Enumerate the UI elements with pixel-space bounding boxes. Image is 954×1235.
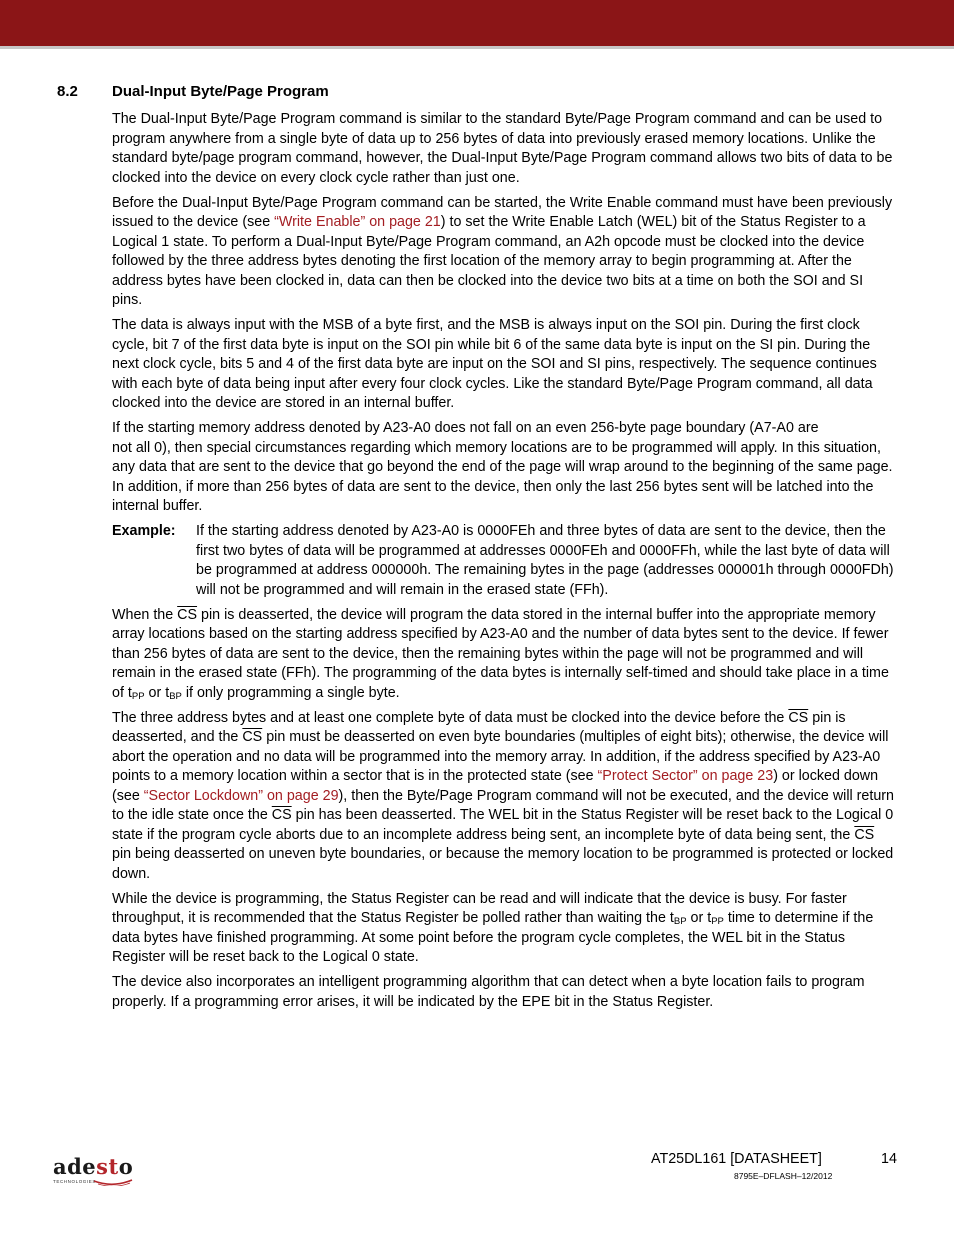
cs-signal: $\overline{CS}$ <box>242 729 263 745</box>
text-run: time to determine if the data bytes have finished programming. At some point before the program cycle completes, the WEL bit in the Status Register will be reset back to the Logical 0 state. <box>112 910 874 965</box>
cs-signal: $\overline{CS}$ <box>271 807 292 823</box>
text-run: pin must be deasserted on even byte boundaries (multiples of eight bits); otherwise, the device will abort the operation and no data will be programmed into the memory array. In addition, if the address specified by A23-A0 points to a memory location within a sector that is in the protected state (see <box>112 729 889 784</box>
text-run: The three address bytes and at least one complete byte of data must be clocked into the device before the <box>112 709 789 726</box>
footer-doc-code: 8795E–DFLASH–12/2012 <box>734 1171 833 1181</box>
paragraph-8: The device also incorporates an intelligent programming algorithm that can detect when a byte location fails to program properly. If a programming error arises, it will be indicated by the EPE bit in the Status Register. <box>112 974 865 1010</box>
cs-signal: $\overline{CS}$ <box>788 709 809 726</box>
text-run: or t <box>144 684 170 701</box>
paragraph-7 <box>112 890 896 968</box>
paragraph-1: The Dual-Input Byte/Page Program command is similar to the standard Byte/Page Program command and can be used to program anywhere from a single byte of data up to 256 bytes of data into previously erased memory locations. Unlike the standard byte/page program command, however, the Dual-Input Byte/Page Program command allows two bits of data to be clocked into the device on every clock cycle rather than just one. <box>112 111 893 186</box>
paragraph-2 <box>112 194 896 311</box>
header-bar <box>0 0 954 46</box>
link-protect-sector[interactable]: “Protect Sector” on page 23 <box>597 768 774 784</box>
logo-text: ade <box>53 1154 97 1179</box>
text-run: Before the Dual-Input Byte/Page Program command can be started, the Write Enable command must have been previously issued to the device (see <box>112 194 893 230</box>
text-run: or t <box>686 910 712 926</box>
logo-text: o <box>118 1154 134 1179</box>
paragraph-6 <box>112 709 896 885</box>
section-body <box>112 110 896 1018</box>
adesto-logo <box>53 1156 135 1188</box>
example-text: If the starting address denoted by A23-A0 is 0000FEh and three bytes of data are sent to the device, then the first two bytes of data will be programmed at addresses 0000FEh and 0000FFh, while the last byte of data will be programmed at address 000000h. The remaining bytes in the page (addresses 000001h through 0000FDh) will not be programmed and will remain in the erased state (FFh). <box>196 523 894 598</box>
text-run: not all 0), then special circumstances regarding which memory locations are to be programmed will apply. In this situation, any data that are sent to the device that go beyond the end of the page will wrap around to the beginning of the same page. In addition, if more than 256 bytes of data are sent to the device, then only the last 256 bytes sent will be latched into the internal buffer. <box>112 439 893 514</box>
header-divider <box>0 46 954 49</box>
section-title: Dual-Input Byte/Page Program <box>112 83 329 100</box>
footer-doc-title: AT25DL161 [DATASHEET] <box>651 1151 822 1167</box>
text-run: If the starting memory address denoted by A23-A0 does not fall on an even 256-byte page boundary (A7-A0 are <box>112 420 819 436</box>
text-run: if only programming a single byte. <box>181 684 400 701</box>
text-run: pin is deasserted, and the <box>112 709 846 745</box>
section-number: 8.2 <box>57 83 78 100</box>
cs-signal: $\overline{CS}$ <box>177 606 198 623</box>
text-run: When the <box>112 606 178 623</box>
link-write-enable[interactable]: “Write Enable” on page 21 <box>274 214 441 230</box>
text-run: ) to set the Write Enable Latch (WEL) bit of the Status Register to a Logical 1 state. To perform a Dual-Input Byte/Page Program command, an A2h opcode must be clocked into the device followed by the three address bytes denoting the first location of the memory array to begin programming at. After the address bytes have been clocked in, data can then be clocked into the device two bits at a time on both the SOI and SI pins. <box>112 214 866 308</box>
subscript: PP <box>711 916 724 927</box>
subscript: BP <box>673 916 687 927</box>
text-run: pin being deasserted on uneven byte boundaries, or because the memory location to be programmed is protected or locked down. <box>112 846 894 882</box>
example-block <box>112 522 896 600</box>
example-label: Example: <box>112 523 176 539</box>
paragraph-4 <box>112 419 896 517</box>
text-run: pin is deasserted, the device will program the data stored in the internal buffer into the appropriate memory array locations based on the starting address specified by A23-A0 and the number of data bytes sent to the device. If fewer than 256 bytes of data are sent to the device, then the remaining bytes within the page will not be programmed and will remain in the erased state (FFh). The programming of the data bytes is internally self-timed and should take place in a time of t <box>112 606 889 701</box>
text-run: pin has been deasserted. The WEL bit in the Status Register will be reset back to the Logical 0 state if the program cycle aborts due to an incomplete address being sent, an incomplete byte of data being sent, the <box>112 807 894 843</box>
logo-text-accent: st <box>96 1154 119 1179</box>
text-run: ), then the Byte/Page Program command will not be executed, and the device will return to the idle state once the <box>112 787 895 823</box>
subscript: PP <box>131 690 145 702</box>
text-run: ) or locked down (see <box>112 768 879 804</box>
text-run: While the device is programming, the Status Register can be read and will indicate that the device is busy. For faster throughput, it is recommended that the Status Register be polled rather than waiting the t <box>112 890 847 926</box>
paragraph-5 <box>112 606 896 704</box>
cs-signal: $\overline{CS}$ <box>854 826 875 843</box>
link-sector-lockdown[interactable]: “Sector Lockdown” on page 29 <box>143 787 339 804</box>
logo-wordmark <box>53 1156 135 1178</box>
page-number: 14 <box>881 1151 897 1167</box>
subscript: BP <box>169 690 182 702</box>
logo-subtitle: TECHNOLOGIES <box>53 1179 96 1184</box>
logo-swoosh-icon <box>93 1178 133 1186</box>
paragraph-3: The data is always input with the MSB of a byte first, and the MSB is always input on the SOI pin. During the first clock cycle, bit 7 of the first data byte is input on the SOI pin while bit 6 of the same data byte is input on the SI pin. During the next clock cycle, bits 5 and 4 of the first data byte are input on the SOI and SI pins, respectively. The sequence continues with each byte of data being input after every four clock cycles. Like the standard Byte/Page Program command, all data clocked into the device are stored in an internal buffer. <box>112 317 877 411</box>
